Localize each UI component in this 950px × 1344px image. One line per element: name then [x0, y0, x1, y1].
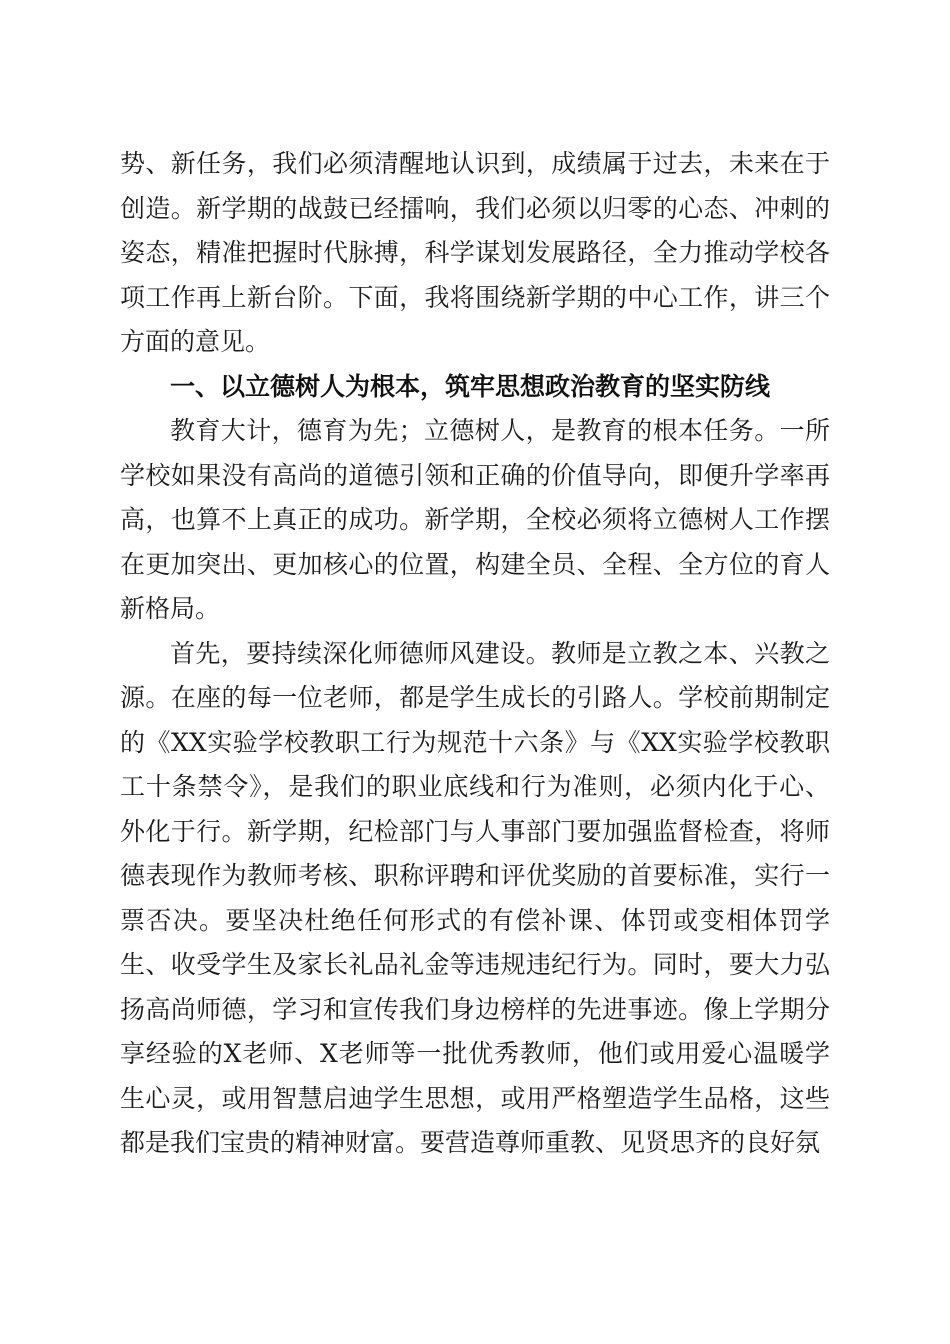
section-heading: 一、以立德树人为根本，筑牢思想政治教育的坚实防线	[170, 371, 771, 401]
body-paragraph: 首先，要持续深化师德师风建设。教师是立教之本、兴教之源。在座的每一位老师，都是学生成长的引路人。学校前期制定的《XX实验学校教职工行为规范十六条》与《XX实验学校教职工十条禁令》，是我们的职业底线和行为准则，必须内化于心、外化于行。新学期，纪检部门与人事部门要加强监督检查，将师德表现作为教师考核、职称评聘和评优奖励的首要标准，实行一票否决。要坚决杜绝任何形式的有偿补课、体罚或变相体罚学生、收受学生及家长礼品礼金等违规违纪行为。同时，要大力弘扬高尚师德，学习和宣传我们身边榜样的先进事迹。像上学期分享经验的X老师、X老师等一批优秀教师，他们或用爱心温暖学生心灵，或用智慧启迪学生思想，或用严格塑造学生品格，这些都是我们宝贵的精神财富。要营造尊师重教、见贤思齐的良好氛	[120, 638, 830, 1157]
continuation-paragraph: 势、新任务，我们必须清醒地认识到，成绩属于过去，未来在于创造。新学期的战鼓已经擂响，我们必须以归零的心态、冲刺的姿态，精准把握时代脉搏，科学谋划发展路径，全力推动学校各项工作再上新台阶。下面，我将围绕新学期的中心工作，讲三个方面的意见。	[120, 149, 830, 356]
document-body	[120, 142, 830, 1166]
body-paragraph: 教育大计，德育为先；立德树人，是教育的根本任务。一所学校如果没有高尚的道德引领和正确的价值导向，即便升学率再高，也算不上真正的成功。新学期，全校必须将立德树人工作摆在更加突出、更加核心的位置，构建全员、全程、全方位的育人新格局。	[120, 416, 830, 623]
